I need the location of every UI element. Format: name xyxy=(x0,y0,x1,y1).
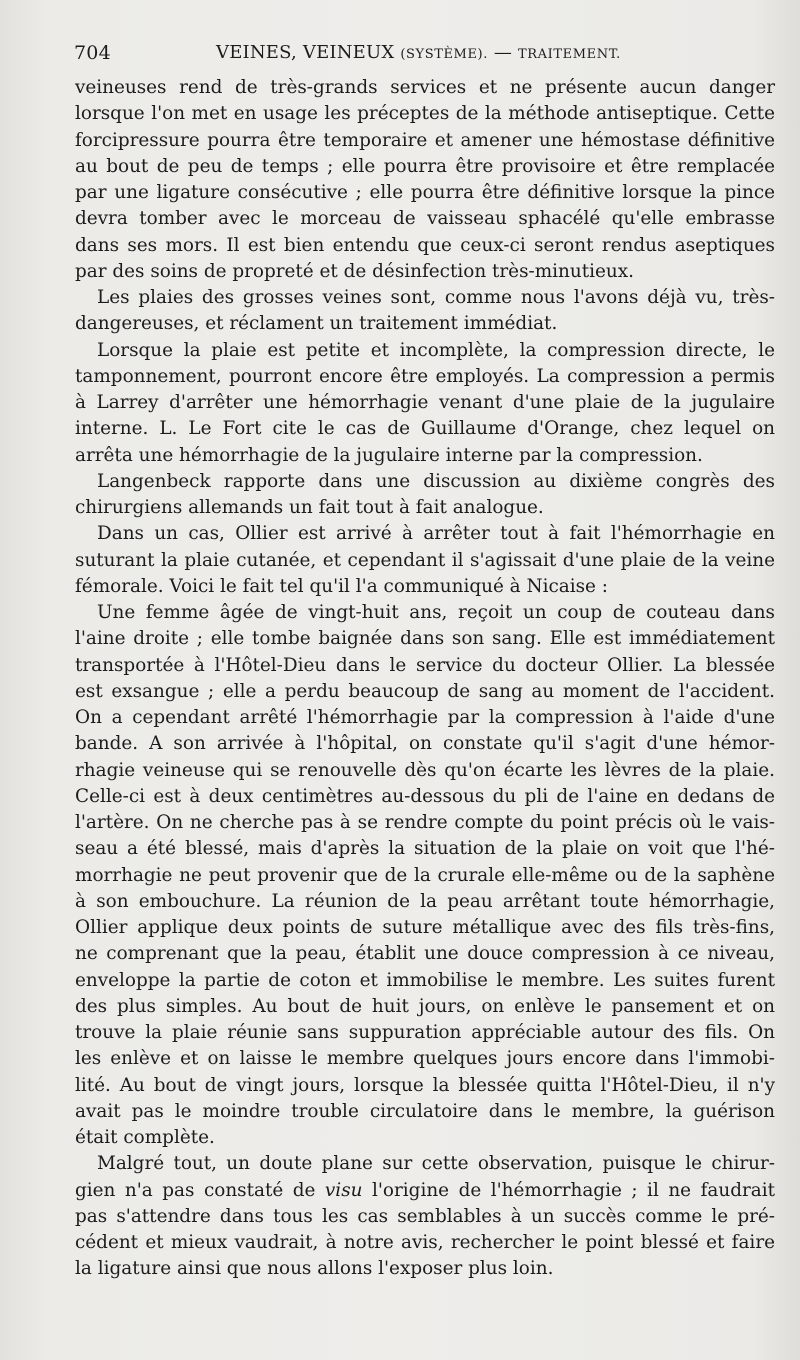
paragraph xyxy=(75,521,775,600)
text-line: seau a été blessé, mais d'après la situation de la plaie on voit que l'hé- xyxy=(75,838,775,860)
text-line: avait pas le moindre trouble circulatoire dans le membre, la guérison xyxy=(75,1100,775,1122)
running-title-main: VEINES, VEINEUX xyxy=(216,42,395,63)
text-line: tamponnement, pourront encore être employés. La compression a permis xyxy=(75,365,775,387)
text-line: des plus simples. Au bout de huit jours, on enlève le pansement et on xyxy=(75,995,775,1017)
text-line: interne. L. Le Fort cite le cas de Guillaume d'Orange, chez lequel on xyxy=(75,418,775,440)
text-line: transportée à l'Hôtel-Dieu dans le service du docteur Ollier. La blessée xyxy=(75,654,775,676)
text-line: pas s'attendre dans tous les cas semblables à un succès comme le pré- xyxy=(75,1205,775,1227)
paragraph xyxy=(75,338,775,469)
text-line: lorsque l'on met en usage les préceptes de la méthode antiseptique. Cette xyxy=(75,103,775,125)
text-line: enveloppe la partie de coton et immobilise le membre. Les suites furent xyxy=(75,969,775,991)
running-title-dash: — xyxy=(493,42,513,63)
text-line: forcipressure pourra être temporaire et amener une hémostase définitive xyxy=(75,129,775,151)
text-line: Dans un cas, Ollier est arrivé à arrêter tout à fait l'hémorrhagie en xyxy=(97,523,775,545)
text-line: Malgré tout, un doute plane sur cette observation, puisque le chirur- xyxy=(97,1153,775,1175)
text-line: veineuses rend de très-grands services et ne présente aucun danger xyxy=(75,77,775,98)
text-line: gien n'a pas constaté de visu l'origine de l'hémorrhagie ; il ne faudrait xyxy=(75,1179,775,1201)
text-line: par une ligature consécutive ; elle pourra être définitive lorsque la pince xyxy=(75,182,775,203)
text-line: Celle-ci est à deux centimètres au-dessous du pli de l'aine en dedans de xyxy=(75,785,775,807)
text-line: est exsangue ; elle a perdu beaucoup de sang au moment de l'accident. xyxy=(75,680,775,702)
text-line: Lorsque la plaie est petite et incomplète, la compression directe, le xyxy=(97,339,775,361)
text-line: la ligature ainsi que nous allons l'exposer plus loin. xyxy=(75,1258,554,1280)
text-line: les enlève et on laisse le membre quelques jours encore dans l'immobi- xyxy=(75,1048,775,1070)
text-line: Une femme âgée de vingt-huit ans, reçoit un coup de couteau dans xyxy=(97,602,775,623)
text-line: On a cependant arrêté l'hémorrhagie par la compression à l'aide d'une xyxy=(75,707,775,728)
text-line: chirurgiens allemands un fait tout à fait analogue. xyxy=(75,497,544,518)
page-number: 704 xyxy=(74,42,111,64)
text-line: Les plaies des grosses veines sont, comme nous l'avons déjà vu, très- xyxy=(97,287,775,308)
paragraph xyxy=(75,75,775,285)
text-line: par des soins de propreté et de désinfection très-minutieux. xyxy=(75,260,634,282)
text-line: l'artère. On ne cherche pas à se rendre compte du point précis où le vais- xyxy=(75,812,775,833)
text-line: cédent et mieux vaudrait, à notre avis, rechercher le point blessé et faire xyxy=(75,1232,775,1253)
running-title xyxy=(216,42,621,63)
text-line: à Larrey d'arrêter une hémorrhagie venant d'une plaie de la jugulaire xyxy=(75,392,775,413)
text-line: dans ses mors. Il est bien entendu que ceux-ci seront rendus aseptiques xyxy=(75,234,775,256)
text-line: devra tomber avec le morceau de vaisseau sphacélé qu'elle embrasse xyxy=(75,208,775,230)
paragraph xyxy=(75,1151,775,1282)
text-line: morrhagie ne peut provenir que de la crurale elle-même ou de la saphène xyxy=(75,864,775,886)
text-line: ne comprenant que la peau, établit une douce compression à ce niveau, xyxy=(75,943,775,965)
running-header xyxy=(74,40,774,68)
text-line: rhagie veineuse qui se renouvelle dès qu'on écarte les lèvres de la plaie. xyxy=(75,759,775,781)
text-line: bande. A son arrivée à l'hôpital, on constate qu'il s'agit d'une hémor- xyxy=(75,733,775,755)
text-line: suturant la plaie cutanée, et cependant il s'agissait d'une plaie de la veine xyxy=(75,549,775,571)
running-title-section: TRAITEMENT. xyxy=(518,47,621,62)
text-line: trouve la plaie réunie sans suppuration appréciable autour des fils. On xyxy=(75,1022,775,1043)
text-line: à son embouchure. La réunion de la peau arrêtant toute hémorrhagie, xyxy=(75,890,775,912)
text-line: Langenbeck rapporte dans une discussion au dixième congrès des xyxy=(97,470,775,492)
text-line: fémorale. Voici le fait tel qu'il l'a communiqué à Nicaise : xyxy=(75,575,608,597)
paragraph xyxy=(75,285,775,338)
text-line: était complète. xyxy=(75,1127,215,1148)
body-text xyxy=(75,75,775,1283)
text-line: lité. Au bout de vingt jours, lorsque la blessée quitta l'Hôtel-Dieu, il n'y xyxy=(75,1074,775,1096)
paragraph xyxy=(75,469,775,522)
text-line: au bout de peu de temps ; elle pourra être provisoire et être remplacée xyxy=(75,155,775,177)
text-line: l'aine droite ; elle tombe baignée dans son sang. Elle est immédiatement xyxy=(75,628,775,650)
paragraph xyxy=(75,600,775,1151)
running-title-paren: (SYSTÈME). xyxy=(400,47,488,62)
text-line: dangereuses, et réclament un traitement immédiat. xyxy=(75,313,558,335)
text-line: arrêta une hémorrhagie de la jugulaire interne par la compression. xyxy=(75,444,703,466)
text-line: Ollier applique deux points de suture métallique avec des fils très-fins, xyxy=(75,917,775,938)
